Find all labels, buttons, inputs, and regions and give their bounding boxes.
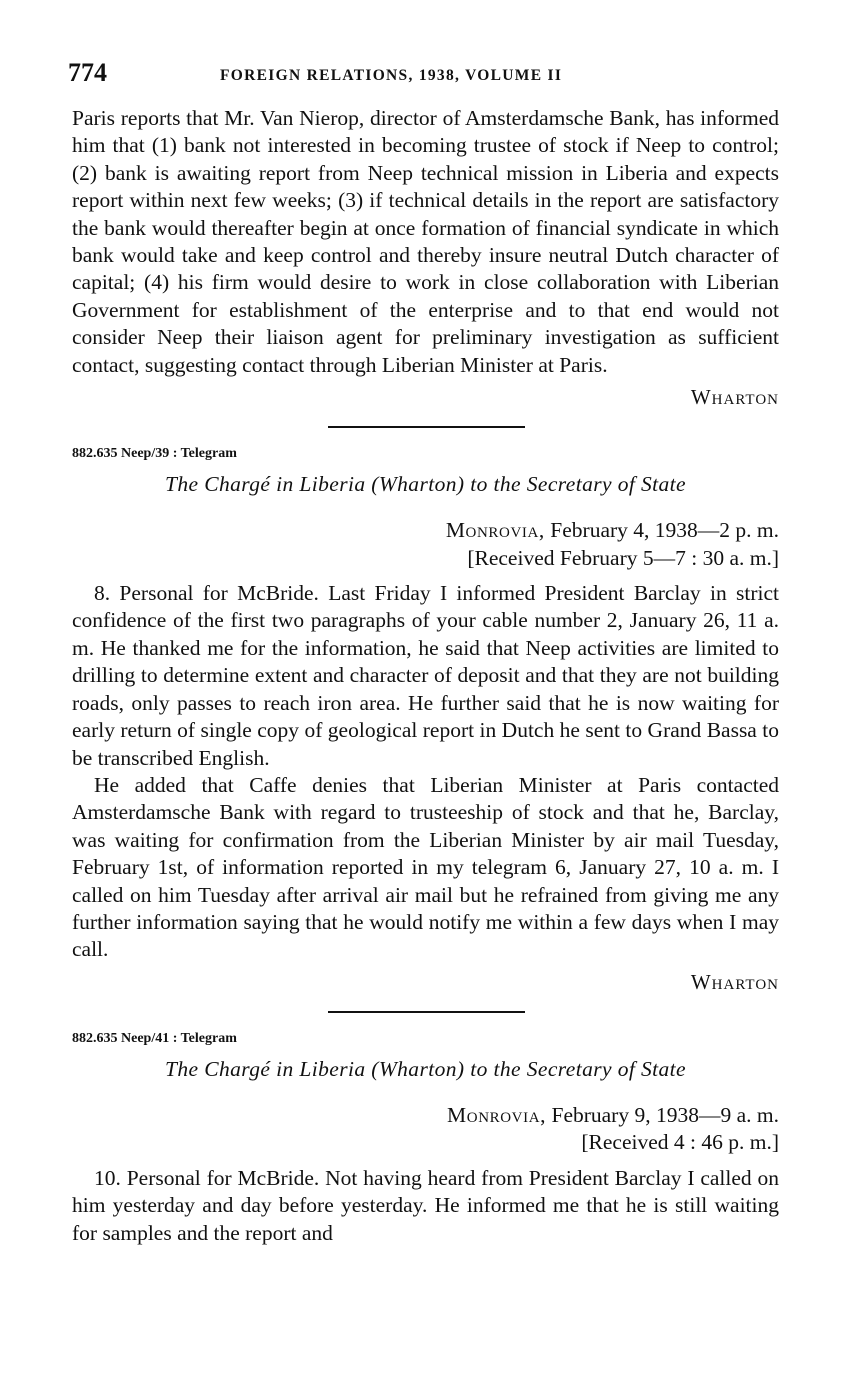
dateline-place: Monrovia,	[445, 518, 545, 543]
signature-wharton: Wharton	[690, 385, 779, 410]
telegram-title: The Chargé in Liberia (Wharton) to the Secretary of State	[164, 1056, 687, 1081]
section-divider	[328, 426, 525, 428]
file-reference: 882.635 Neep/41 : Telegram	[72, 1030, 237, 1046]
dateline-place: Monrovia,	[447, 1102, 547, 1127]
page-number: 774	[68, 58, 107, 87]
dateline-date: February 9, 1938—9 a. m.	[546, 1102, 779, 1127]
signature-wharton: Wharton	[690, 969, 779, 994]
continuation-paragraph: Paris reports that Mr. Van Nierop, director of Amsterdamsche Bank, has informed him that (1) bank not interested in becoming trustee of stock if Neep to control; (2) bank is awaiting report from Neep technical mission in Liberia and expects report within next few weeks; (3) if technical details in the report are satisfactory the bank would thereafter begin at once formation of financial syndicate in which bank would take and keep control and thereby insure neutral Dutch character of capital; (4) his firm would desire to work in close collaboration with Liberian Government for establishment of the enterprise and to that end would not consider Neep their liaison agent for preliminary investigation as sufficient contact, suggesting contact through Liberian Minister at Paris.	[72, 106, 779, 377]
file-reference: 882.635 Neep/39 : Telegram	[72, 446, 237, 462]
telegram-paragraph: 8. Personal for McBride. Last Friday I informed President Barclay in strict confidence of the first two paragraphs of your cable number 2, January 26, 11 a. m. He thanked me for the information, he said that Neep activities are limited to drilling to determine extent and character of deposit and that they are not building roads, only passes to reach iron area. He further said that he is now waiting for early return of single copy of geological report in Dutch he sent to Grand Bassa to be transcribed English.	[72, 581, 779, 770]
dateline	[72, 1102, 779, 1130]
page-header	[68, 58, 779, 92]
section-divider	[328, 1011, 525, 1013]
telegram-paragraph: 10. Personal for McBride. Not having heard from President Barclay I called on him yesterday and day before yesterday. He informed me that he is still waiting for samples and the report and	[72, 1165, 779, 1245]
telegram-title: The Chargé in Liberia (Wharton) to the Secretary of State	[164, 472, 687, 497]
dateline-date: February 4, 1938—2 p. m.	[544, 518, 779, 543]
dateline	[72, 517, 779, 545]
telegram-paragraph: He added that Caffe denies that Liberian Minister at Paris contacted Amsterdamsche Bank with regard to trusteeship of stock and that he, Barclay, was waiting for confirmation from the Liberian Minister by air mail Tuesday, February 1st, of information reported in my telegram 6, January 27, 10 a. m. I called on him Tuesday after arrival air mail but he refrained from giving me any further information saying that he would notify me within a few days when I may call.	[72, 772, 779, 962]
document-page	[68, 58, 779, 1247]
received-line: [Received February 5—7 : 30 a. m.]	[467, 545, 779, 570]
received-line: [Received 4 : 46 p. m.]	[581, 1130, 779, 1155]
running-title: FOREIGN RELATIONS, 1938, VOLUME II	[220, 67, 563, 84]
